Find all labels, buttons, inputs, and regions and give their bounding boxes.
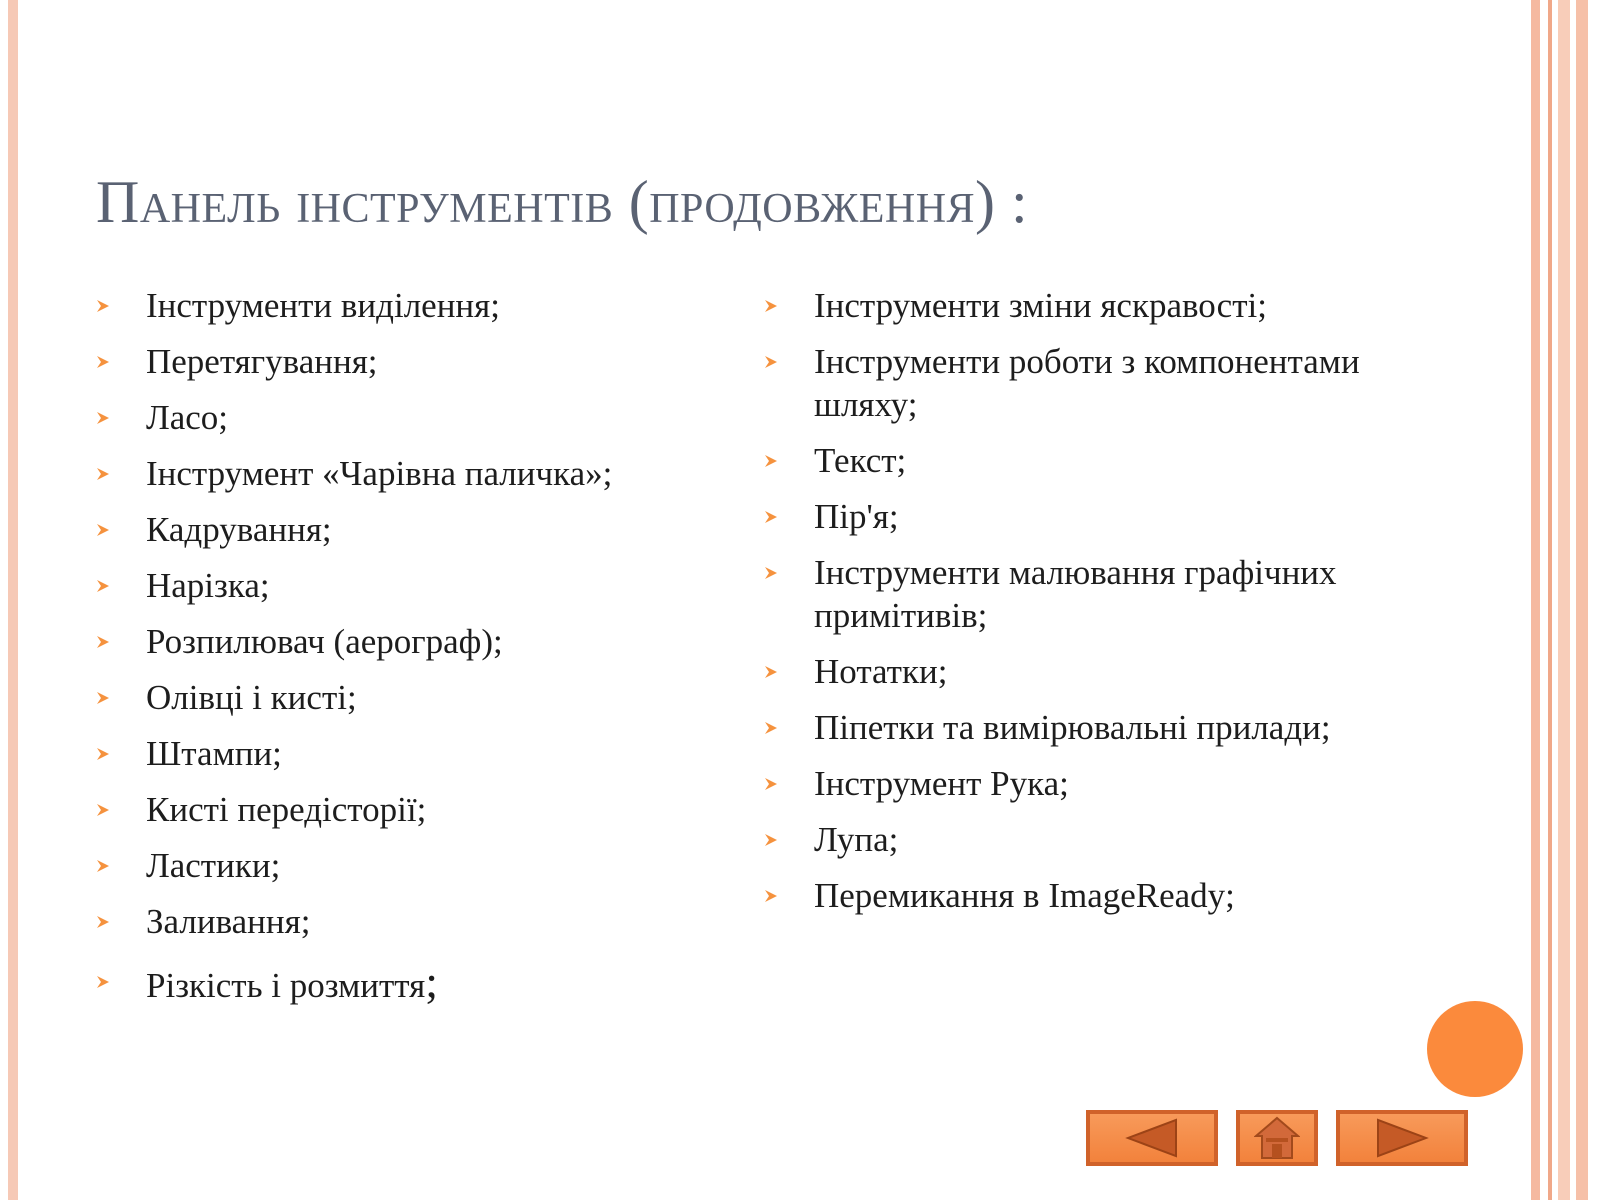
list-item: [96, 564, 736, 607]
list-item: [764, 762, 1364, 805]
list-item: [96, 396, 736, 439]
list-item-text: Перетягування;: [146, 342, 378, 381]
list-item-text: Інструменти зміни яскравості;: [814, 286, 1267, 325]
right-frame-stripe: [1548, 0, 1552, 1200]
arrowhead-bullet-icon: [96, 803, 110, 817]
list-item: [764, 650, 1364, 693]
list-item-text: Інструменти виділення;: [146, 286, 500, 325]
list-item-text: Піпетки та вимірювальні прилади;: [814, 708, 1331, 747]
list-item: [764, 874, 1364, 917]
house-icon: [1254, 1116, 1300, 1160]
list-item: [96, 900, 736, 943]
list-item-text: Текст;: [814, 441, 907, 480]
arrowhead-bullet-icon: [96, 975, 110, 989]
list-item-text: Лупа;: [814, 820, 899, 859]
arrowhead-bullet-icon: [96, 915, 110, 929]
list-item-text-suffix: ;: [425, 956, 438, 1007]
list-item: [96, 676, 736, 719]
home-slide-button[interactable]: [1236, 1110, 1318, 1166]
list-item: [96, 340, 736, 383]
arrowhead-bullet-icon: [764, 510, 778, 524]
list-item: [96, 732, 736, 775]
next-slide-button[interactable]: [1336, 1110, 1468, 1166]
triangle-right-icon: [1374, 1117, 1430, 1159]
arrowhead-bullet-icon: [96, 467, 110, 481]
list-item-text: Пір'я;: [814, 497, 899, 536]
list-item-text: Ластики;: [146, 846, 281, 885]
list-item-text: Інструменти малювання графічних примітивів;: [814, 553, 1337, 635]
list-item: [96, 620, 736, 663]
triangle-left-icon: [1124, 1117, 1180, 1159]
arrowhead-bullet-icon: [764, 889, 778, 903]
list-item-text: Заливання;: [146, 902, 311, 941]
list-item: [96, 452, 736, 495]
slide-title: Панель інструментів (продовження) :: [96, 169, 1029, 235]
arrowhead-bullet-icon: [96, 859, 110, 873]
list-item-text: Кадрування;: [146, 510, 332, 549]
list-item-text: Інструмент «Чарівна паличка»;: [146, 454, 613, 493]
arrowhead-bullet-icon: [96, 691, 110, 705]
right-bullet-list: [764, 284, 1364, 930]
list-item-text: Нарізка;: [146, 566, 270, 605]
arrowhead-bullet-icon: [96, 523, 110, 537]
list-item-text: Кисті передісторії;: [146, 790, 427, 829]
arrowhead-bullet-icon: [96, 355, 110, 369]
list-item: [764, 551, 1364, 637]
list-item: [764, 706, 1364, 749]
right-frame-stripe: [1576, 0, 1588, 1200]
list-item: [96, 788, 736, 831]
list-item: [764, 495, 1364, 538]
list-item: [96, 284, 736, 327]
left-bullet-list: [96, 284, 736, 1020]
arrowhead-bullet-icon: [96, 579, 110, 593]
list-item-text: Інструменти роботи з компонентами шляху;: [814, 342, 1360, 424]
arrowhead-bullet-icon: [764, 299, 778, 313]
list-item: [764, 284, 1364, 327]
arrowhead-bullet-icon: [764, 665, 778, 679]
arrowhead-bullet-icon: [764, 777, 778, 791]
arrowhead-bullet-icon: [96, 411, 110, 425]
arrowhead-bullet-icon: [96, 747, 110, 761]
previous-slide-button[interactable]: [1086, 1110, 1218, 1166]
list-item-text: Ласо;: [146, 398, 229, 437]
list-item: [764, 818, 1364, 861]
arrowhead-bullet-icon: [96, 635, 110, 649]
left-frame-stripe: [8, 0, 18, 1200]
arrowhead-bullet-icon: [764, 566, 778, 580]
list-item-text: Нотатки;: [814, 652, 948, 691]
arrowhead-bullet-icon: [764, 454, 778, 468]
right-frame-stripe: [1531, 0, 1540, 1200]
list-item: [96, 844, 736, 887]
arrowhead-bullet-icon: [764, 355, 778, 369]
list-item-text: Інструмент Рука;: [814, 764, 1069, 803]
list-item-text: Перемикання в ImageReady;: [814, 876, 1235, 915]
list-item: [764, 340, 1364, 426]
list-item-text: Олівці і кисті;: [146, 678, 357, 717]
list-item-text: Різкість і розмиття: [146, 966, 426, 1005]
list-item-text: Розпилювач (аерограф);: [146, 622, 503, 661]
decorative-circle: [1427, 1001, 1523, 1097]
list-item: [764, 439, 1364, 482]
list-item: [96, 956, 736, 1007]
arrowhead-bullet-icon: [764, 833, 778, 847]
list-item: [96, 508, 736, 551]
arrowhead-bullet-icon: [96, 299, 110, 313]
list-item-text: Штампи;: [146, 734, 282, 773]
right-frame-stripe: [1558, 0, 1570, 1200]
arrowhead-bullet-icon: [764, 721, 778, 735]
